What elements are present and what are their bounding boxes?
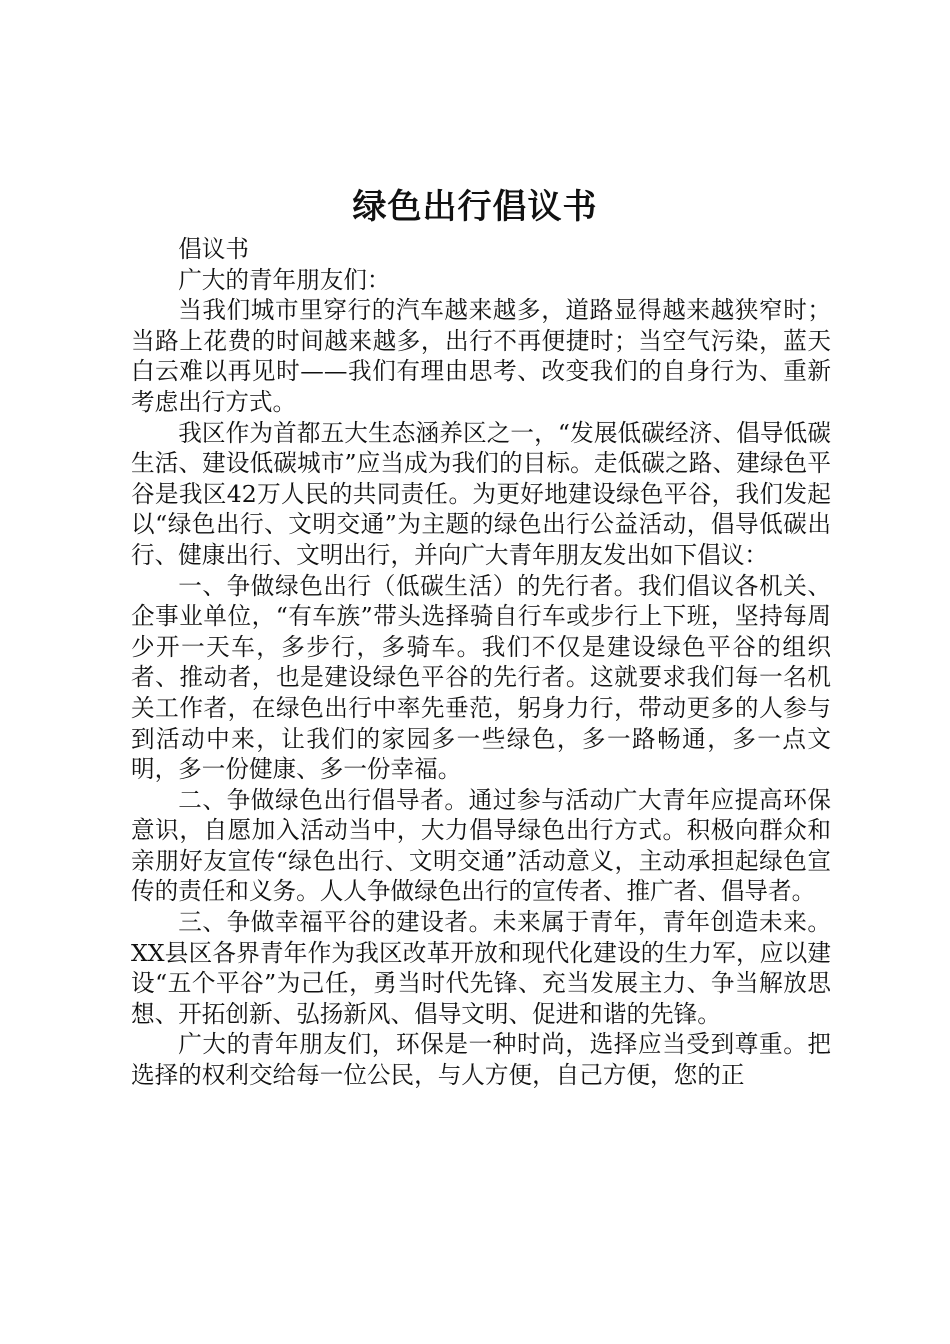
- paragraph-intro: 当我们城市里穿行的汽车越来越多，道路显得越来越狭窄时；当路上花费的时间越来越多，出行不再便捷时；当空气污染，蓝天白云难以再见时——我们有理由思考、改变我们的自身行为、重新考虑出行方式。: [131, 296, 831, 416]
- paragraph-point-three: 三、争做幸福平谷的建设者。未来属于青年，青年创造未来。XX县区各界青年作为我区改革开放和现代化建设的生力军，应以建设“五个平谷”为己任，勇当时代先锋、充当发展主力、争当解放思想、开拓创新、弘扬新风、倡导文明、促进和谐的先锋。: [131, 908, 831, 1028]
- document-title: 绿色出行倡议书: [352, 187, 598, 227]
- paragraph-point-two: 二、争做绿色出行倡导者。通过参与活动广大青年应提高环保意识，自愿加入活动当中，大力倡导绿色出行方式。积极向群众和亲朋好友宣传“绿色出行、文明交通”活动意义，主动承担起绿色宣传的责任和义务。人人争做绿色出行的宣传者、推广者、倡导者。: [131, 785, 831, 906]
- paragraph-heading: 倡议书: [178, 235, 249, 263]
- document-body: [131, 234, 831, 1091]
- paragraph-closing: 广大的青年朋友们，环保是一种时尚，选择应当受到尊重。把选择的权利交给每一位公民，与人方便，自己方便，您的正: [131, 1030, 831, 1090]
- paragraph-salutation: 广大的青年朋友们：: [178, 265, 391, 294]
- paragraph-point-one: 一、争做绿色出行（低碳生活）的先行者。我们倡议各机关、企事业单位，“有车族”带头选择骑自行车或步行上下班，坚持每周少开一天车，多步行，多骑车。我们不仅是建设绿色平谷的组织者、推动者，也是建设绿色平谷的先行者。这就要求我们每一名机关工作者，在绿色出行中率先垂范，躬身力行，带动更多的人参与到活动中来，让我们的家园多一些绿色，多一路畅通，多一点文明，多一份健康、多一份幸福。: [131, 571, 831, 784]
- paragraph-goal: 我区作为首都五大生态涵养区之一，“发展低碳经济、倡导低碳生活、建设低碳城市”应当成为我们的目标。走低碳之路、建绿色平谷是我区42万人民的共同责任。为更好地建设绿色平谷，我们发起以“绿色出行、文明交通”为主题的绿色出行公益活动，倡导低碳出行、健康出行、文明出行，并向广大青年朋友发出如下倡议：: [131, 418, 831, 569]
